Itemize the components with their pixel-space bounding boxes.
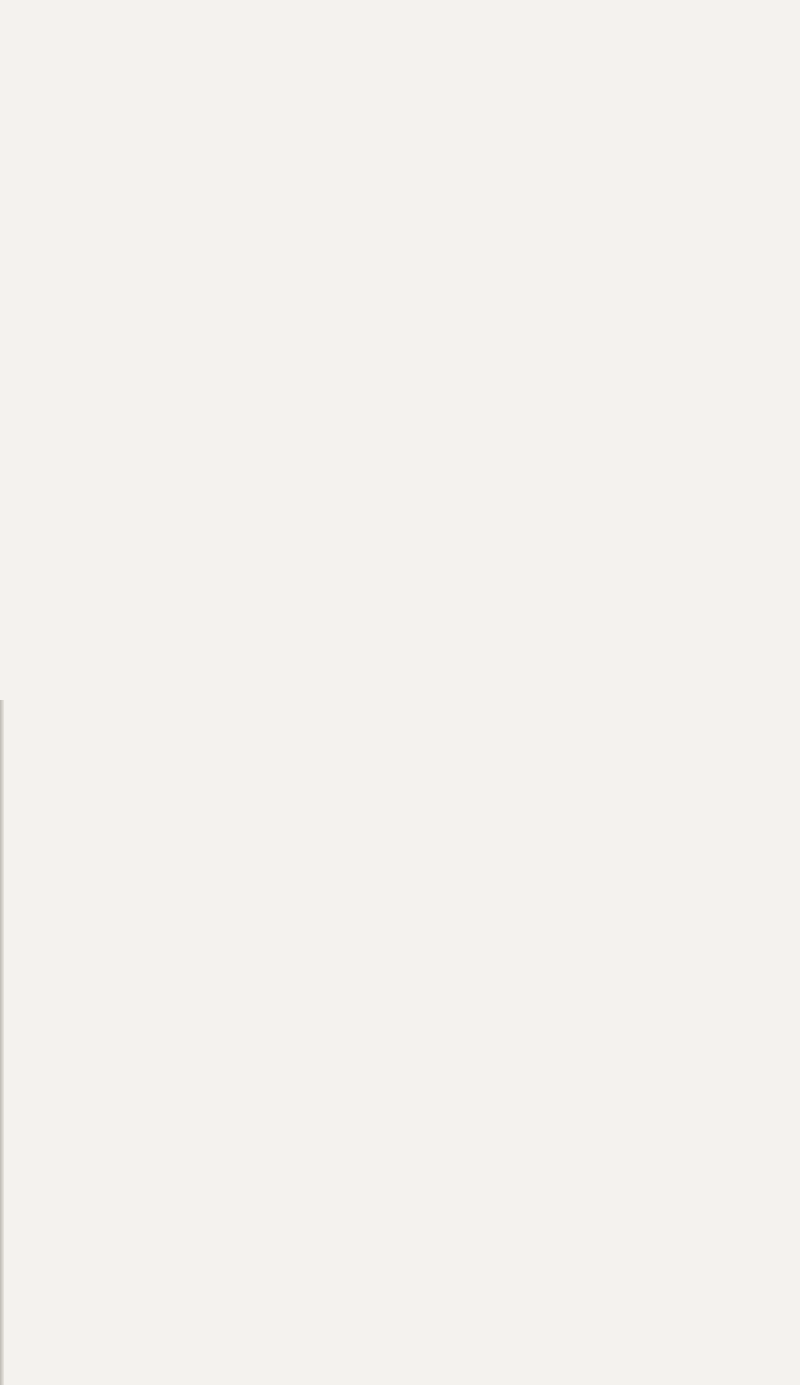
page-binding-edge <box>0 700 4 1385</box>
